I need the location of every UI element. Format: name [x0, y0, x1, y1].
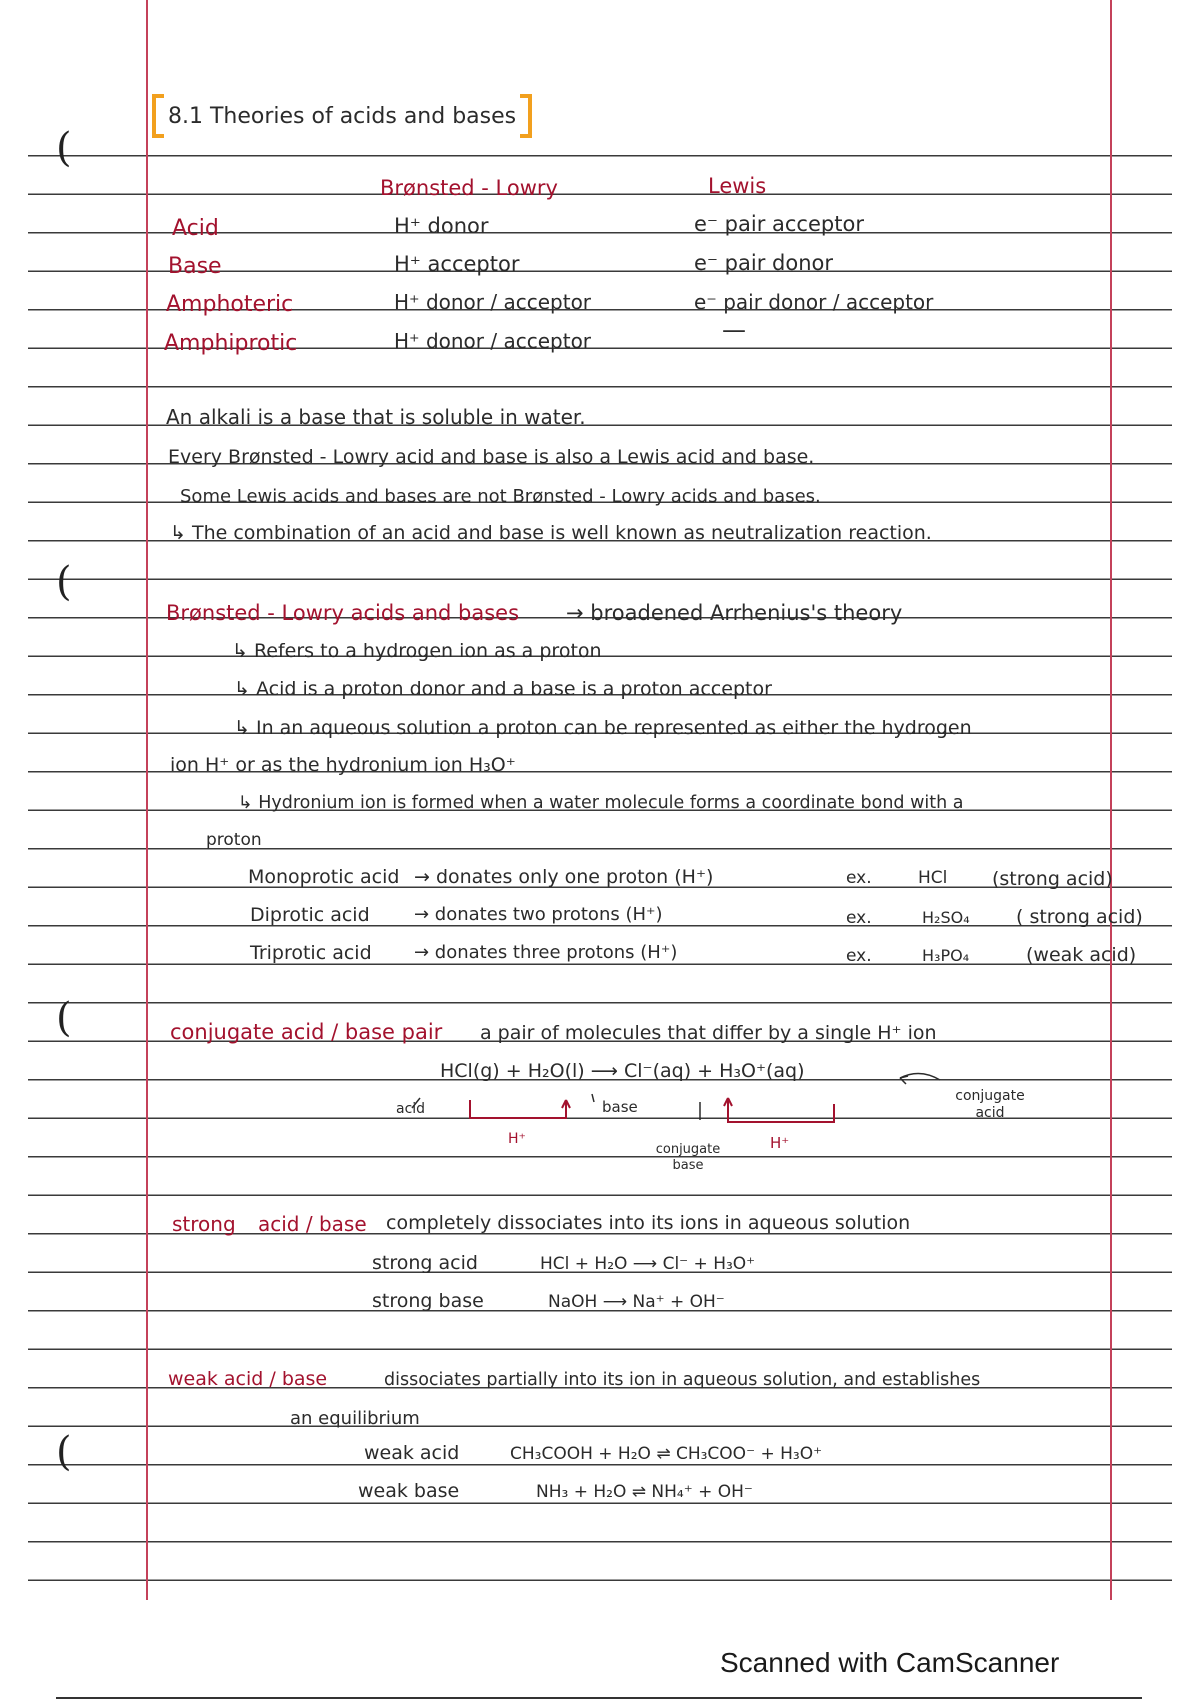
- note-some-lewis: Some Lewis acids and bases are not Brønsted - Lowry acids and bases.: [180, 486, 821, 507]
- camscanner-stamp: Scanned with CamScanner: [720, 1647, 1060, 1678]
- conjugate-label-h-right: H⁺: [770, 1134, 790, 1152]
- conjugate-label-conj-acid: conjugate acid: [955, 1088, 1025, 1121]
- acid-type-di-note: ( strong acid): [1016, 906, 1143, 928]
- acid-type-mono-desc: → donates only one proton (H⁺): [414, 866, 714, 888]
- weak-definition: dissociates partially into its ion in aqueous solution, and establishes: [384, 1370, 981, 1390]
- acid-type-di-ex: ex.: [846, 908, 872, 928]
- acid-type-di-desc: → donates two protons (H⁺): [414, 904, 663, 925]
- binder-hole-2: (: [56, 559, 72, 605]
- bronsted-amphiprotic: H⁺ donor / acceptor: [394, 329, 592, 353]
- bronsted-bullet-1: ↳ Refers to a hydrogen ion as a proton: [232, 640, 602, 662]
- weak-heading: weak acid / base: [168, 1368, 328, 1390]
- acid-type-mono-name: Monoprotic acid: [248, 866, 400, 888]
- acid-type-tri-note: (weak acid): [1026, 944, 1137, 966]
- weak-acid-equation: CH₃COOH + H₂O ⇌ CH₃COO⁻ + H₃O⁺: [510, 1444, 823, 1464]
- term-amphiprotic: Amphiprotic: [164, 331, 298, 356]
- acid-type-tri-desc: → donates three protons (H⁺): [414, 942, 678, 963]
- conjugate-definition: a pair of molecules that differ by a single H⁺ ion: [480, 1022, 937, 1044]
- binder-hole-4: (: [56, 1429, 72, 1475]
- weak-acid-label: weak acid: [364, 1442, 460, 1464]
- weak-base-equation: NH₃ + H₂O ⇌ NH₄⁺ + OH⁻: [536, 1482, 753, 1502]
- title-text: 8.1 Theories of acids and bases: [168, 103, 517, 129]
- note-alkali: An alkali is a base that is soluble in water.: [166, 405, 586, 429]
- lewis-base: e⁻ pair donor: [694, 251, 833, 275]
- strong-heading-rest: acid / base: [258, 1212, 367, 1236]
- term-acid: Acid: [172, 216, 219, 241]
- note-every-bronsted: Every Brønsted - Lowry acid and base is also a Lewis acid and base.: [168, 446, 815, 468]
- strong-definition: completely dissociates into its ions in aqueous solution: [386, 1212, 911, 1234]
- acid-type-tri-name: Triprotic acid: [250, 942, 372, 964]
- term-base: Base: [168, 254, 222, 279]
- conjugate-equation: HCl(g) + H₂O(l) ⟶ Cl⁻(aq) + H₃O⁺(aq): [440, 1060, 805, 1082]
- conjugate-label-h-left: H⁺: [508, 1131, 526, 1147]
- bronsted-heading: Brønsted - Lowry acids and bases: [166, 601, 520, 625]
- strong-acid-equation: HCl + H₂O ⟶ Cl⁻ + H₃O⁺: [540, 1254, 756, 1274]
- acid-type-di-name: Diprotic acid: [250, 904, 370, 926]
- bronsted-amphoteric: H⁺ donor / acceptor: [394, 290, 592, 314]
- acid-type-mono-ex: ex.: [846, 868, 872, 888]
- lewis-amphiprotic: —: [722, 316, 746, 344]
- acid-type-di-formula: H₂SO₄: [922, 908, 970, 927]
- bronsted-bullet-4-cont: proton: [206, 830, 262, 850]
- header-lewis: Lewis: [708, 174, 767, 198]
- bronsted-bullet-3: ↳ In an aqueous solution a proton can be represented as either the hydrogen: [234, 717, 972, 739]
- acid-type-tri-formula: H₃PO₄: [922, 946, 970, 965]
- binder-hole-1: (: [56, 125, 72, 171]
- strong-base-equation: NaOH ⟶ Na⁺ + OH⁻: [548, 1292, 725, 1312]
- acid-type-mono-formula: HCl: [918, 868, 948, 888]
- footer-rule: [56, 1697, 1142, 1699]
- acid-type-tri-ex: ex.: [846, 946, 872, 966]
- conjugate-heading: conjugate acid / base pair: [170, 1020, 443, 1044]
- strong-base-label: strong base: [372, 1290, 484, 1312]
- bronsted-arrow-note: → broadened Arrhenius's theory: [566, 601, 903, 625]
- bronsted-bullet-2: ↳ Acid is a proton donor and a base is a proton acceptor: [234, 678, 772, 700]
- bronsted-base: H⁺ acceptor: [394, 252, 520, 276]
- binder-hole-3: (: [56, 995, 72, 1041]
- term-amphoteric: Amphoteric: [166, 292, 294, 317]
- conjugate-label-acid: acid: [396, 1101, 426, 1117]
- bronsted-bullet-4: ↳ Hydronium ion is formed when a water molecule forms a coordinate bond with a: [238, 793, 964, 813]
- lewis-acid: e⁻ pair acceptor: [694, 212, 864, 236]
- note-neutralization: ↳ The combination of an acid and base is well known as neutralization reaction.: [170, 522, 932, 544]
- weak-definition-cont: an equilibrium: [290, 1408, 420, 1429]
- conjugate-label-base: base: [602, 1098, 638, 1116]
- header-bronsted: Brønsted - Lowry: [380, 176, 558, 200]
- acid-type-mono-note: (strong acid): [992, 868, 1113, 890]
- bronsted-acid: H⁺ donor: [394, 214, 489, 238]
- lewis-amphoteric: e⁻ pair donor / acceptor: [694, 290, 934, 314]
- conjugate-label-conj-base: conjugate base: [655, 1142, 721, 1173]
- strong-acid-label: strong acid: [372, 1252, 478, 1274]
- bronsted-bullet-3-cont: ion H⁺ or as the hydronium ion H₃O⁺: [170, 754, 516, 776]
- strong-heading: strong: [172, 1212, 236, 1236]
- weak-base-label: weak base: [358, 1480, 460, 1502]
